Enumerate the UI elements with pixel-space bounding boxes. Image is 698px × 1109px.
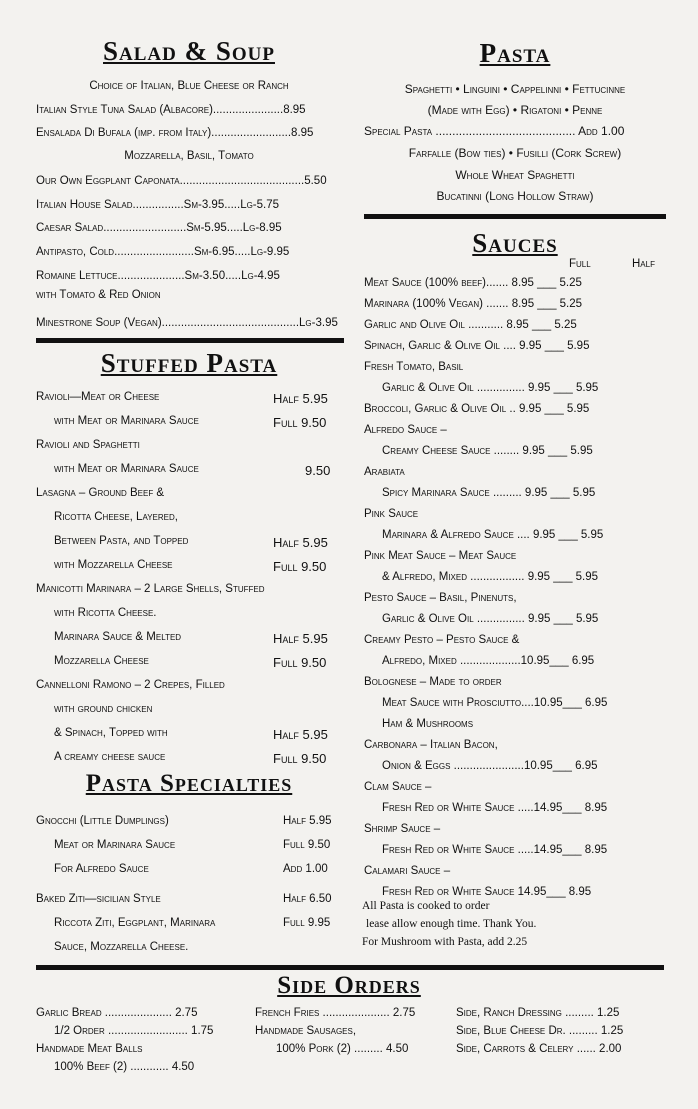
menu-line: Onion & Eggs ......................10.95___ 6.95 xyxy=(382,760,598,772)
stuffed-pasta-heading: Stuffed Pasta xyxy=(100,348,278,378)
menu-line: with Meat or Marinara Sauce xyxy=(54,415,199,427)
menu-line: with Tomato & Red Onion xyxy=(36,289,161,301)
menu-line: Between Pasta, and Topped xyxy=(54,535,189,547)
menu-line: with Meat or Marinara Sauce xyxy=(54,463,199,475)
menu-line: Meat Sauce (100% beef)....... 8.95 ___ 5.25 xyxy=(364,277,582,289)
half-column-label: Half xyxy=(632,258,655,270)
menu-line: Italian Style Tuna Salad (Albacore)......................8.95 xyxy=(36,104,306,116)
menu-line: Baked Ziti—sicilian Style xyxy=(36,893,161,905)
menu-line: Alfredo Sauce – xyxy=(364,424,447,436)
menu-line: Meat Sauce with Prosciutto....10.95___ 6.95 xyxy=(382,697,608,709)
menu-price: Full 9.50 xyxy=(273,655,327,670)
menu-line: Whole Wheat Spaghetti xyxy=(455,168,575,182)
menu-line: Clam Sauce – xyxy=(364,781,432,793)
menu-line: Ensalada Di Bufala (imp. from Italy).........................8.95 xyxy=(36,127,314,139)
menu-line: Side, Ranch Dressing ......... 1.25 xyxy=(456,1007,620,1019)
menu-line: Sauce, Mozzarella Cheese. xyxy=(54,941,189,953)
menu-line: Carbonara – Italian Bacon, xyxy=(364,739,498,751)
menu-line: Spicy Marinara Sauce ......... 9.95 ___ 5.95 xyxy=(382,487,596,499)
menu-line: Handmade Meat Balls xyxy=(36,1043,143,1055)
menu-price: Full 9.50 xyxy=(273,415,327,430)
menu-line: Pink Meat Sauce – Meat Sauce xyxy=(364,550,517,562)
menu-line: Calamari Sauce – xyxy=(364,865,451,877)
menu-line: For Alfredo Sauce xyxy=(54,863,149,875)
menu-price: Full 9.50 xyxy=(273,751,327,766)
menu-line: Marinara Sauce & Melted xyxy=(54,631,182,643)
menu-line: with Mozzarella Cheese xyxy=(54,559,173,571)
menu-price: Half 5.95 xyxy=(273,631,328,646)
full-column-label: Full xyxy=(569,258,591,270)
menu-line: with ground chicken xyxy=(54,703,153,715)
menu-line: Garlic and Olive Oil ........... 8.95 ___ 5.25 xyxy=(364,319,577,331)
menu-line: & Alfredo, Mixed ................. 9.95 ___ 5.95 xyxy=(382,571,599,583)
menu-price: 9.50 xyxy=(305,463,331,478)
menu-line: Fresh Tomato, Basil xyxy=(364,361,464,373)
salad-soup-heading: Salad & Soup xyxy=(103,36,275,66)
menu-line: French Fries ..................... 2.75 xyxy=(255,1007,416,1019)
menu-line: Side, Carrots & Celery ...... 2.00 xyxy=(456,1043,622,1055)
menu-line: Fresh Red or White Sauce .....14.95___ 8.95 xyxy=(382,844,608,856)
menu-line: Bolognese – Made to order xyxy=(364,676,502,688)
menu-line: 1/2 Order ......................... 1.75 xyxy=(54,1025,214,1037)
menu-line: Gnocchi (Little Dumplings) xyxy=(36,815,169,827)
menu-line: 100% Beef (2) ............ 4.50 xyxy=(54,1061,195,1073)
menu-line: Broccoli, Garlic & Olive Oil .. 9.95 ___ 5.95 xyxy=(364,403,590,415)
menu-price: Full 9.50 xyxy=(273,559,327,574)
menu-line: Italian House Salad................Sm-3.95.....Lg-5.75 xyxy=(36,199,280,211)
menu-line: Ricotta Cheese, Layered, xyxy=(54,511,178,523)
pasta-heading: Pasta xyxy=(479,38,551,68)
menu-line: 100% Pork (2) ......... 4.50 xyxy=(276,1043,409,1055)
menu-line: Marinara & Alfredo Sauce .... 9.95 ___ 5.95 xyxy=(382,529,604,541)
menu-line: Minestrone Soup (Vegan)...........................................Lg-3.95 xyxy=(36,317,338,329)
side-orders-heading: Side Orders xyxy=(277,972,421,999)
menu-line: Mozzarella, Basil, Tomato xyxy=(124,150,254,162)
menu-line: Creamy Cheese Sauce ........ 9.95 ___ 5.95 xyxy=(382,445,593,457)
salad-intro: Choice of Italian, Blue Cheese or Ranch xyxy=(89,80,289,92)
menu-price: Full 9.50 xyxy=(283,839,331,851)
menu-price: Half 6.50 xyxy=(283,893,332,905)
menu-line: Shrimp Sauce – xyxy=(364,823,441,835)
menu-line: Fresh Red or White Sauce 14.95___ 8.95 xyxy=(382,886,592,898)
menu-line: Spaghetti • Linguini • Cappelinni • Fettucinne xyxy=(404,82,626,96)
menu-price: Half 5.95 xyxy=(283,815,332,827)
menu-line: Antipasto, Cold.........................Sm-6.95.....Lg-9.95 xyxy=(36,246,290,258)
menu-line: (Made with Egg) • Rigatoni • Penne xyxy=(427,103,603,117)
menu-line: Fresh Red or White Sauce .....14.95___ 8.95 xyxy=(382,802,608,814)
menu-line: Our Own Eggplant Caponata.......................................5.50 xyxy=(36,175,327,187)
menu-line: A creamy cheese sauce xyxy=(54,751,166,763)
menu-line: Farfalle (Bow ties) • Fusilli (Cork Screw) xyxy=(408,146,622,160)
section-divider xyxy=(364,214,666,219)
menu-line: & Spinach, Topped with xyxy=(54,727,168,739)
menu-line: Special Pasta .......................................... Add 1.00 xyxy=(364,124,625,138)
menu-line: Meat or Marinara Sauce xyxy=(54,839,176,851)
menu-line: Riccota Ziti, Eggplant, Marinara xyxy=(54,917,216,929)
menu-line: Romaine Lettuce.....................Sm-3.50.....Lg-4.95 xyxy=(36,270,280,282)
menu-line: Arabiata xyxy=(364,466,405,478)
menu-line: Ham & Mushrooms xyxy=(382,718,474,730)
note-line: lease allow enough time. Thank You. xyxy=(366,918,537,930)
menu-price: Half 5.95 xyxy=(273,391,328,406)
menu-line: Ravioli—Meat or Cheese xyxy=(36,391,160,403)
menu-line: Alfredo, Mixed ...................10.95___ 6.95 xyxy=(382,655,595,667)
menu-line: Side, Blue Cheese Dr. ......... 1.25 xyxy=(456,1025,624,1037)
menu-line: Pesto Sauce – Basil, Pinenuts, xyxy=(364,592,517,604)
section-divider xyxy=(36,338,344,343)
menu-line: Bucatinni (Long Hollow Straw) xyxy=(436,189,594,203)
note-line: For Mushroom with Pasta, add 2.25 xyxy=(362,936,528,948)
menu-line: Manicotti Marinara – 2 Large Shells, Stuffed xyxy=(36,583,265,595)
menu-line: Cannelloni Ramono – 2 Crepes, Filled xyxy=(36,679,225,691)
menu-price: Full 9.95 xyxy=(283,917,331,929)
menu-line: Handmade Sausages, xyxy=(255,1025,357,1037)
menu-line: Mozzarella Cheese xyxy=(54,655,149,667)
menu-line: with Ricotta Cheese. xyxy=(54,607,157,619)
section-divider xyxy=(36,965,664,970)
menu-line: Garlic & Olive Oil ............... 9.95 ___ 5.95 xyxy=(382,382,599,394)
menu-line: Garlic Bread ..................... 2.75 xyxy=(36,1007,198,1019)
menu-line: Marinara (100% Vegan) ....... 8.95 ___ 5.25 xyxy=(364,298,583,310)
menu-line: Lasagna – Ground Beef & xyxy=(36,487,165,499)
menu-price: Add 1.00 xyxy=(283,863,328,875)
menu-price: Half 5.95 xyxy=(273,535,328,550)
menu-line: Caesar Salad..........................Sm-5.95.....Lg-8.95 xyxy=(36,222,282,234)
pasta-specialties-heading: Pasta Specialties xyxy=(85,770,293,797)
menu-line: Ravioli and Spaghetti xyxy=(36,439,140,451)
menu-line: Creamy Pesto – Pesto Sauce & xyxy=(364,634,520,646)
menu-line: Spinach, Garlic & Olive Oil .... 9.95 ___ 5.95 xyxy=(364,340,590,352)
menu-price: Half 5.95 xyxy=(273,727,328,742)
sauces-heading: Sauces xyxy=(472,228,558,258)
menu-line: Pink Sauce xyxy=(364,508,419,520)
menu-line: Garlic & Olive Oil ............... 9.95 ___ 5.95 xyxy=(382,613,599,625)
note-line: All Pasta is cooked to order xyxy=(362,900,490,912)
